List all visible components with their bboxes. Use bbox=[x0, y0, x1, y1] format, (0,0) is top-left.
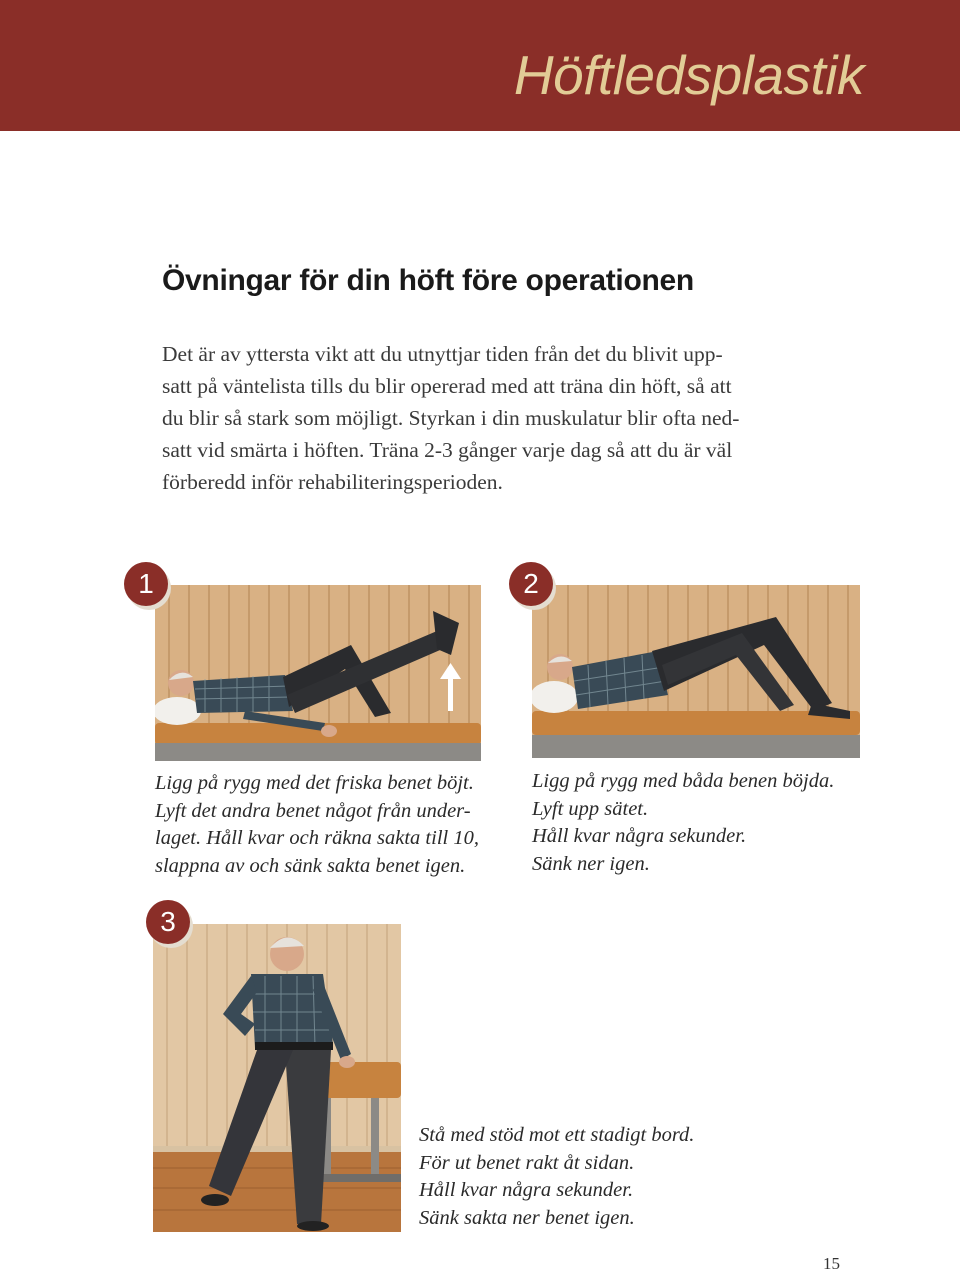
intro-line: förberedd inför rehabiliteringsperioden. bbox=[162, 470, 503, 494]
caption-line: Lyft upp sätet. bbox=[532, 797, 649, 820]
exercise-1-photo bbox=[155, 585, 481, 761]
page-heading: Övningar för din höft före operationen bbox=[162, 264, 694, 297]
caption-line: Sänk sakta ner benet igen. bbox=[419, 1206, 635, 1229]
exercise-1-caption bbox=[155, 770, 479, 880]
intro-line: satt vid smärta i höften. Träna 2-3 gånger varje dag så att du är väl bbox=[162, 438, 733, 462]
intro-line: Det är av yttersta vikt att du utnyttjar tiden från det du blivit upp- bbox=[162, 342, 723, 366]
caption-line: Ligg på rygg med det friska benet böjt. bbox=[155, 772, 474, 794]
exercise-2-badge: 2 bbox=[509, 562, 553, 606]
page-number: 15 bbox=[823, 1254, 840, 1273]
caption-line: Stå med stöd mot ett stadigt bord. bbox=[419, 1124, 695, 1146]
intro-paragraph bbox=[162, 338, 739, 498]
intro-line: satt på väntelista tills du blir opererad med att träna din höft, så att bbox=[162, 374, 732, 398]
caption-line: Lyft det andra benet något från under- bbox=[155, 799, 471, 822]
header-band bbox=[0, 0, 960, 131]
caption-line: För ut benet rakt åt sidan. bbox=[419, 1151, 635, 1174]
exercise-2-caption bbox=[532, 768, 834, 878]
caption-line: Håll kvar några sekunder. bbox=[532, 825, 747, 847]
exercise-3-badge: 3 bbox=[146, 900, 190, 944]
caption-line: laget. Håll kvar och räkna sakta till 10, bbox=[155, 827, 479, 849]
exercise-3-photo bbox=[153, 924, 401, 1232]
caption-line: Håll kvar några sekunder. bbox=[419, 1179, 634, 1201]
caption-line: Sänk ner igen. bbox=[532, 852, 650, 875]
exercise-1-badge: 1 bbox=[124, 562, 168, 606]
exercise-3-caption bbox=[419, 1122, 694, 1232]
caption-line: slappna av och sänk sakta benet igen. bbox=[155, 854, 466, 877]
caption-line: Ligg på rygg med båda benen böjda. bbox=[532, 770, 835, 792]
intro-line: du blir så stark som möjligt. Styrkan i din muskulatur blir ofta ned- bbox=[162, 406, 740, 430]
exercise-2-photo bbox=[532, 585, 860, 758]
document-title: Höftledsplastik bbox=[513, 44, 864, 106]
